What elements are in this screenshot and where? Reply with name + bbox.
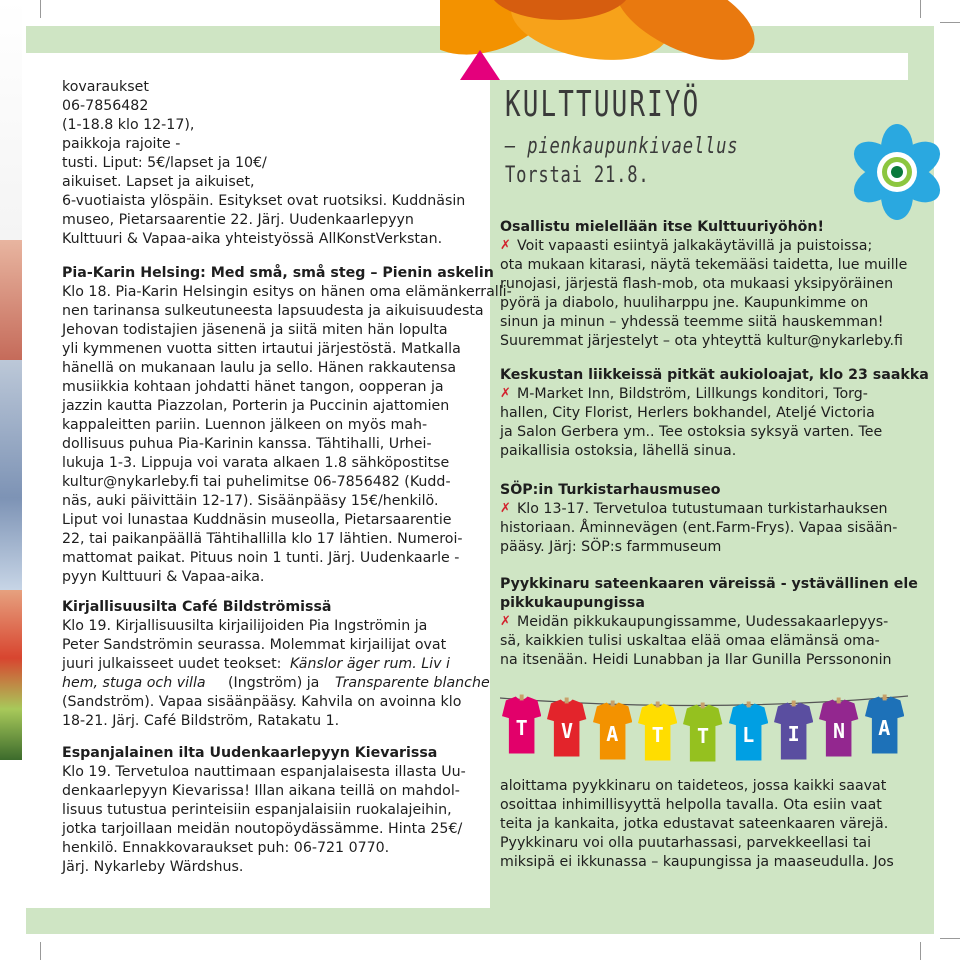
block-line: Klo 13-17. Tervetuloa tutustumaan turkistarhauksen [517, 501, 888, 517]
clothesline-letter: T [515, 716, 528, 740]
blue-flower-icon [852, 122, 942, 222]
section-line: (Ingström) ja [228, 675, 320, 691]
intro-line: 06-7856482 [62, 98, 149, 114]
intro-line: kovaraukset [62, 79, 149, 95]
block-heading: Osallistu mielellään itse Kulttuuriyöhön! [500, 219, 824, 235]
section-line: lisuus tutustua perinteisiin espanjalaisiin ruokalajeihin, [62, 802, 452, 818]
section-heading: Pia-Karin Helsing: Med små, små steg – Pienin askelin [62, 265, 494, 281]
block-line: miksipä ei ikkunassa – kaupungissa ja maaseudulla. Jos [500, 854, 894, 870]
section-line: nen tarinansa sulkeutuneesta lapsuudesta ja aikuisuudesta [62, 303, 484, 319]
x-bullet-icon: ✗ [500, 501, 511, 516]
block-line: Suuremmat järjestelyt – ota yhteyttä kultur@nykarleby.fi [500, 333, 903, 349]
section-line: musiikkia kohtaan johdatti hänet tangon, oopperan ja [62, 379, 444, 395]
clothesline-letter: L [742, 723, 755, 748]
section-line: kappaleitten pariin. Luennon jälkeen on myös mah- [62, 417, 428, 433]
block-heading: pikkukaupungissa [500, 595, 645, 611]
x-bullet-icon: ✗ [500, 386, 511, 401]
block-line: sinun ja minun – yhdessä teemme siitä hauskemman! [500, 314, 884, 330]
page-subtitle: – pienkaupunkivaellus [505, 134, 739, 159]
section-line: Peter Sandströmin seurassa. Molemmat kirjailijat ovat [62, 637, 447, 653]
section-line: jotka tarjoillaan meidän noutopöydässämme. Hinta 25€/ [62, 821, 463, 837]
section-line: 18-21. Järj. Café Bildström, Ratakatu 1. [62, 713, 340, 729]
block-line: Voit vapaasti esiintyä jalkakäytävillä ja puistoissa; [517, 238, 873, 254]
section-line: Järj. Nykarleby Wärdshus. [62, 859, 244, 875]
block-line: Meidän pikkukaupungissamme, Uudessakaarlepyys- [517, 614, 889, 630]
block-line: teita ja kankaita, jotka edustavat sateenkaaren värejä. [500, 816, 889, 832]
clothesline-letter: A [606, 721, 619, 746]
section-heading: Kirjallisuusilta Café Bildströmissä [62, 599, 332, 615]
clothesline-letter: T [651, 723, 664, 748]
section-line: denkaarlepyyn Kievarissa! Illan aikana teillä on mahdol- [62, 783, 460, 799]
crop-mark [40, 942, 41, 960]
block-line: paikallisia ostoksia, lähellä sinua. [500, 443, 737, 459]
clothesline-letter: A [878, 716, 891, 740]
clothesline-letter: T [696, 724, 710, 748]
block-line: sä, kaikkien tulisi uskaltaa elää omaa elämänsä oma- [500, 633, 880, 649]
crop-mark [920, 0, 921, 18]
section-line: hänellä on mukanaan laulu ja sello. Hänen rakkautensa [62, 360, 457, 376]
clothesline-letter: I [787, 721, 800, 746]
block-line: runojasi, järjestä flash-mob, ota mukaasi yksipyöräinen [500, 276, 894, 292]
block-line: historiaan. Åminnevägen (ent.Farm-Frys). Vapaa sisään- [500, 520, 898, 536]
x-bullet-icon: ✗ [500, 238, 511, 253]
block-heading: SÖP:in Turkistarhausmuseo [500, 482, 721, 498]
book-title: Transparente blanche [335, 675, 490, 691]
section-line: Jehovan todistajien jäsenenä ja siitä miten hän lopulta [62, 322, 448, 338]
intro-line: tusti. Liput: 5€/lapset ja 10€/ [62, 155, 267, 171]
page-title: KULTTUURIYÖ [505, 84, 701, 125]
clothesline-letter: N [832, 719, 846, 744]
section-line: Klo 19. Tervetuloa nauttimaan espanjalaisesta illasta Uu- [62, 764, 466, 780]
frame-bottom-band [26, 908, 934, 934]
crop-mark [940, 22, 960, 23]
section-line: yli kymmenen vuotta sitten irtautui järjestöstä. Matkalla [62, 341, 461, 357]
crop-mark [920, 942, 921, 960]
block-heading: Pyykkinaru sateenkaaren väreissä - ystävällinen ele [500, 576, 918, 592]
section-line: lukuja 1-3. Lippuja voi varata alkaen 1.8 sähköpostitse [62, 455, 450, 471]
block-line: ja Salon Gerbera ym.. Tee ostoksia syksyä varten. Tee [500, 424, 883, 440]
book-title: hem, stuga och villa [62, 675, 206, 691]
section-heading: Espanjalainen ilta Uudenkaarlepyyn Kievarissa [62, 745, 438, 761]
section-line: kultur@nykarleby.fi tai puhelimitse 06-7856482 (Kudd- [62, 474, 451, 490]
section-line: (Sandström). Vapaa sisäänpääsy. Kahvila on avoinna klo [62, 694, 462, 710]
intro-line: 6-vuotiaista ylöspäin. Esitykset ovat ruotsiksi. Kuddnäsin [62, 193, 466, 209]
crop-mark [40, 0, 41, 18]
section-line: jazzin kautta Piazzolan, Porterin ja Puccinin ajattomien [62, 398, 450, 414]
block-line: aloittama pyykkinaru on taideteos, jossa kaikki saavat [500, 778, 887, 794]
block-line: Pyykkinaru voi olla puutarhassasi, parvekkeellasi tai [500, 835, 872, 851]
section-line: Klo 18. Pia-Karin Helsingin esitys on hänen oma elämänkerralli- [62, 284, 512, 300]
section-line: 22, tai paikanpäällä Tähtihallilla klo 17 lähtien. Numeroi- [62, 531, 463, 547]
section-line: Klo 19. Kirjallisuusilta kirjailijoiden Pia Ingströmin ja [62, 618, 428, 634]
block-line: na itsenään. Heidi Lunabban ja Ilar Gunilla Perssononin [500, 652, 892, 668]
intro-line: museo, Pietarsaarentie 22. Järj. Uudenkaarlepyyn [62, 212, 414, 228]
event-date: Torstai 21.8. [505, 163, 650, 188]
intro-line: paikkoja rajoite - [62, 136, 181, 152]
clothesline-letter: V [560, 719, 574, 744]
intro-line: (1-18.8 klo 12-17), [62, 117, 195, 133]
crop-mark [940, 938, 960, 939]
book-title: Känslor äger rum. Liv i [290, 656, 450, 672]
block-line: hallen, City Florist, Herlers bokhandel, Ateljé Victoria [500, 405, 875, 421]
section-line: pyyn Kulttuuri & Vapaa-aika. [62, 569, 265, 585]
section-line: dollisuus puhua Pia-Karinin kanssa. Tähtihalli, Urhei- [62, 436, 432, 452]
block-line: osoittaa inhimillisyyttä helpolla tavalla. Ota esiin vaat [500, 797, 882, 813]
section-line: juuri julkaisseet uudet teokset: [62, 656, 282, 672]
block-line: M-Market Inn, Bildström, Lillkungs konditori, Torg- [517, 386, 868, 402]
block-line: pyörä ja diabolo, huuliharppu jne. Kaupunkimme on [500, 295, 869, 311]
section-line: näs, auki päivittäin 12-17). Sisäänpääsy 15€/henkilö. [62, 493, 439, 509]
intro-line: aikuiset. Lapset ja aikuiset, [62, 174, 255, 190]
block-line: pääsy. Järj: SÖP:s farmmuseum [500, 539, 722, 555]
intro-line: Kulttuuri & Vapaa-aika yhteistyössä AllKonstVerkstan. [62, 231, 443, 247]
block-line: ota mukaan kitarasi, näytä tekemääsi taidetta, lue muille [500, 257, 908, 273]
block-heading: Keskustan liikkeissä pitkät aukioloajat, klo 23 saakka [500, 367, 929, 383]
section-line: mattomat paikat. Pituus noin 1 tunti. Järj. Uudenkaarle - [62, 550, 460, 566]
section-line: Liput voi lunastaa Kuddnäsin museolla, Pietarsaarentie [62, 512, 452, 528]
clothesline-illustration [500, 680, 908, 770]
section-line: henkilö. Ennakkovaraukset puh: 06-721 0770. [62, 840, 390, 856]
left-decor-strip [0, 0, 22, 960]
x-bullet-icon: ✗ [500, 614, 511, 629]
